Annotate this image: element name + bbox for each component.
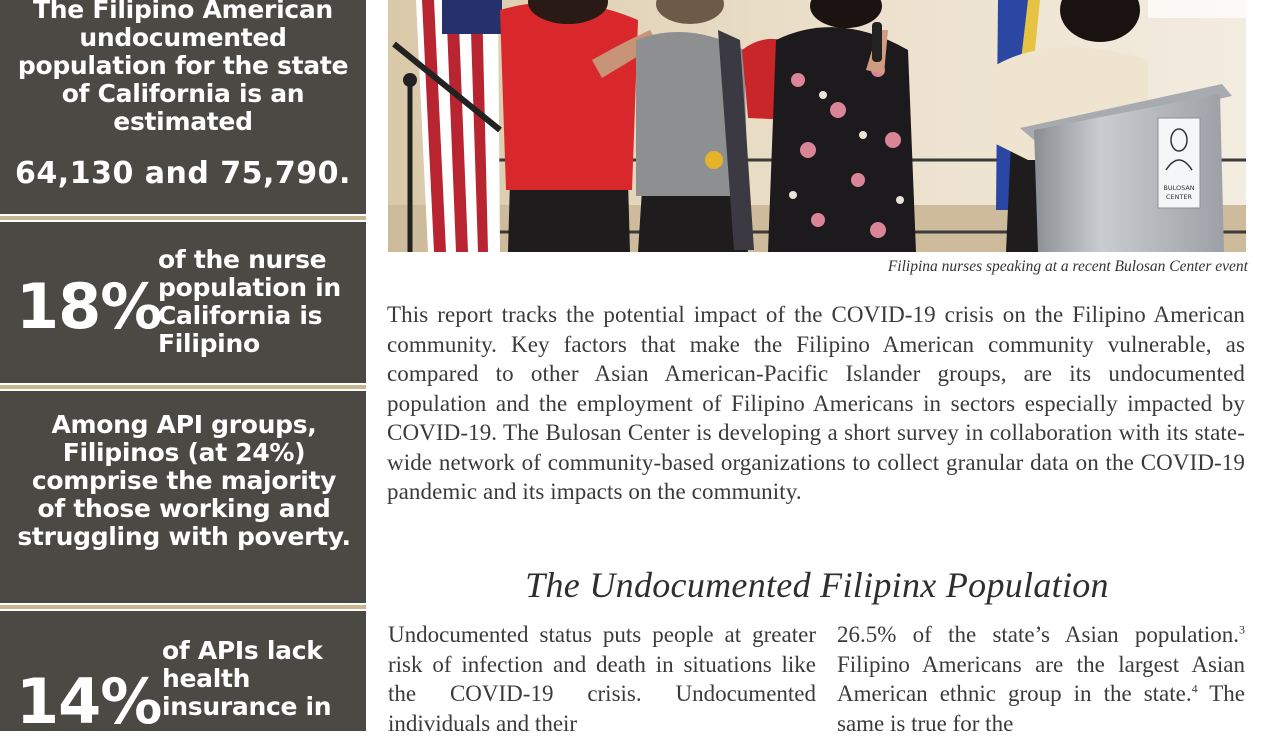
stat-undocumented-figure: 64,130 and 75,790. [15,156,351,191]
podium-sign-line2: CENTER [1165,193,1193,201]
body-text: Filipino Americans are the largest Asian American ethnic group in the state. [837,651,1245,706]
body-text: The same is true for the [837,681,1246,736]
stat-divider [0,216,366,220]
stat-insurance-percent: 14% [16,665,162,738]
podium-sign-line1: BULOSAN [1163,184,1195,192]
stat-insurance-text: of APIs lack health insurance in [162,636,332,721]
stat-undocumented-population [0,0,366,214]
stat-health-insurance [0,611,366,738]
us-flag [416,0,502,252]
stat-undocumented-text: The Filipino American undocumented population for the state of California is an estimated [17,0,349,136]
photo-caption: Filipina nurses speaking at a recent Bulosan Center event [887,258,1248,275]
event-photo-illustration [388,0,1246,252]
body-column-left: Undocumented status puts people at greater risk of infection and death in situations like the COVID-19 crisis. Undocumented individuals and their [388,622,816,736]
event-photo [388,0,1246,252]
stats-sidebar [0,0,368,738]
stat-poverty-text: Among API groups, Filipinos (at 24%) comprise the majority of those working and struggling with poverty. [17,410,351,551]
section-heading: The Undocumented Filipinx Population [525,565,1109,605]
stat-nurse-percent: 18% [16,270,162,343]
body-column-right [837,620,1245,738]
stat-nurse-text: of the nurse population in California is Filipino [158,245,341,358]
intro-paragraph: This report tracks the potential impact of the COVID-19 crisis on the Filipino American community. Key factors that make the Filipino American community vulnerable, as compared to other Asian American-Pacific Islander groups, are its undocumented population and the employment of Filipino Americans in sectors especially impacted by COVID-19. The Bulosan Center is developing a short survey in collaboration with its state-wide network of community-based organizations to collect granular data on the COVID-19 pandemic and its impacts on the community. [387,302,1245,504]
footnote-ref[interactable]: 3 [1239,622,1245,637]
stat-divider [0,605,366,609]
stat-divider [0,385,366,389]
body-text: 26.5% of the state’s Asian population. [837,622,1239,647]
stat-poverty [0,391,366,603]
stat-nurse-population [0,222,366,383]
footnote-ref[interactable]: 4 [1191,681,1198,696]
